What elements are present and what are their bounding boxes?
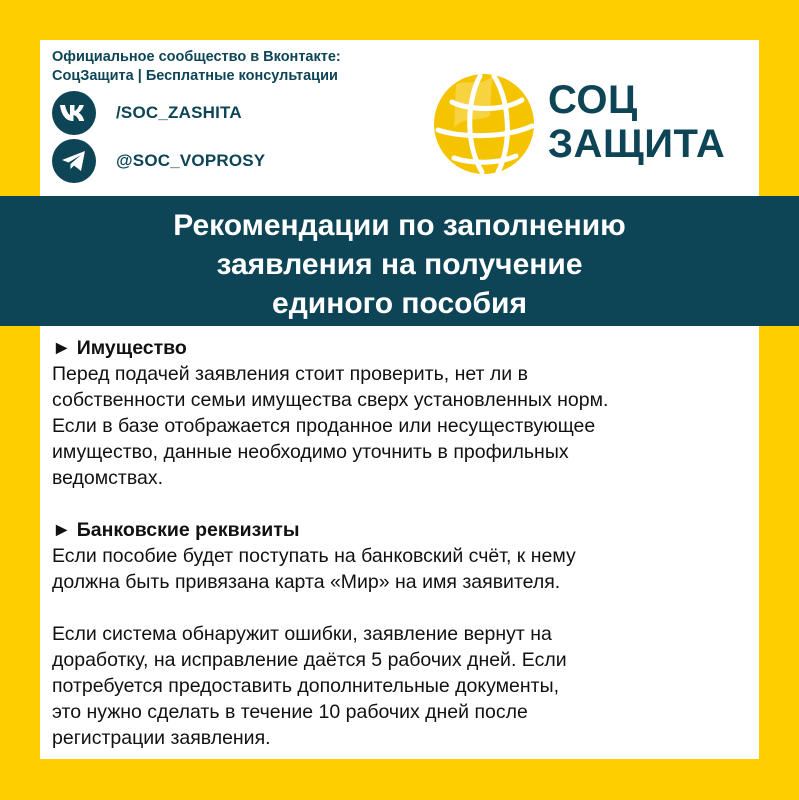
section-heading-property: ► Имущество: [52, 337, 187, 359]
logo-line-2: ЗАЩИТА: [548, 122, 726, 166]
page-title: [0, 206, 799, 323]
paragraph-line: регистрации заявления.: [52, 727, 271, 749]
paragraph-line: Перед подачей заявления стоит проверить, нет ли в: [52, 363, 528, 385]
vk-handle: /SOC_ZASHITA: [116, 103, 242, 122]
logo-text: [548, 78, 725, 166]
paragraph-line: Если в базе отображается проданное или несуществующее: [52, 415, 596, 437]
title-band: [0, 196, 799, 326]
telegram-link[interactable]: [52, 139, 265, 183]
community-line-1: Официальное сообщество в Вконтакте:: [52, 49, 341, 65]
title-line-1: Рекомендации по заполнению: [173, 209, 626, 242]
vk-icon: [52, 91, 96, 135]
telegram-icon: [52, 139, 96, 183]
paragraph-line: должна быть привязана карта «Мир» на имя заявителя.: [52, 571, 561, 593]
paragraph-line: Если пособие будет поступать на банковский счёт, к нему: [52, 545, 576, 567]
globe-logo-icon: [432, 72, 536, 176]
paragraph-line: имущество, данные необходимо уточнить в профильных: [52, 441, 569, 463]
paragraph-line: ведомствах.: [52, 467, 164, 489]
paragraph-line: доработку, на исправление даётся 5 рабочих дней. Если: [52, 649, 567, 671]
title-line-3: единого пособия: [272, 287, 527, 320]
content: [52, 335, 752, 751]
paragraph-line: собственности семьи имущества сверх установленных норм.: [52, 389, 609, 411]
section-heading-bank: ► Банковские реквизиты: [52, 519, 300, 541]
vk-link[interactable]: [52, 91, 242, 135]
telegram-handle: @SOC_VOPROSY: [116, 151, 266, 170]
logo-line-1: СОЦ: [548, 78, 638, 122]
title-line-2: заявления на получение: [216, 248, 583, 281]
community-info: [52, 48, 341, 86]
paragraph-line: потребуется предоставить дополнительные документы,: [52, 675, 560, 697]
paragraph-line: Если система обнаружит ошибки, заявление вернут на: [52, 623, 552, 645]
paragraph-line: это нужно сделать в течение 10 рабочих дней после: [52, 701, 528, 723]
community-line-2: СоцЗащита | Бесплатные консультации: [52, 68, 338, 84]
